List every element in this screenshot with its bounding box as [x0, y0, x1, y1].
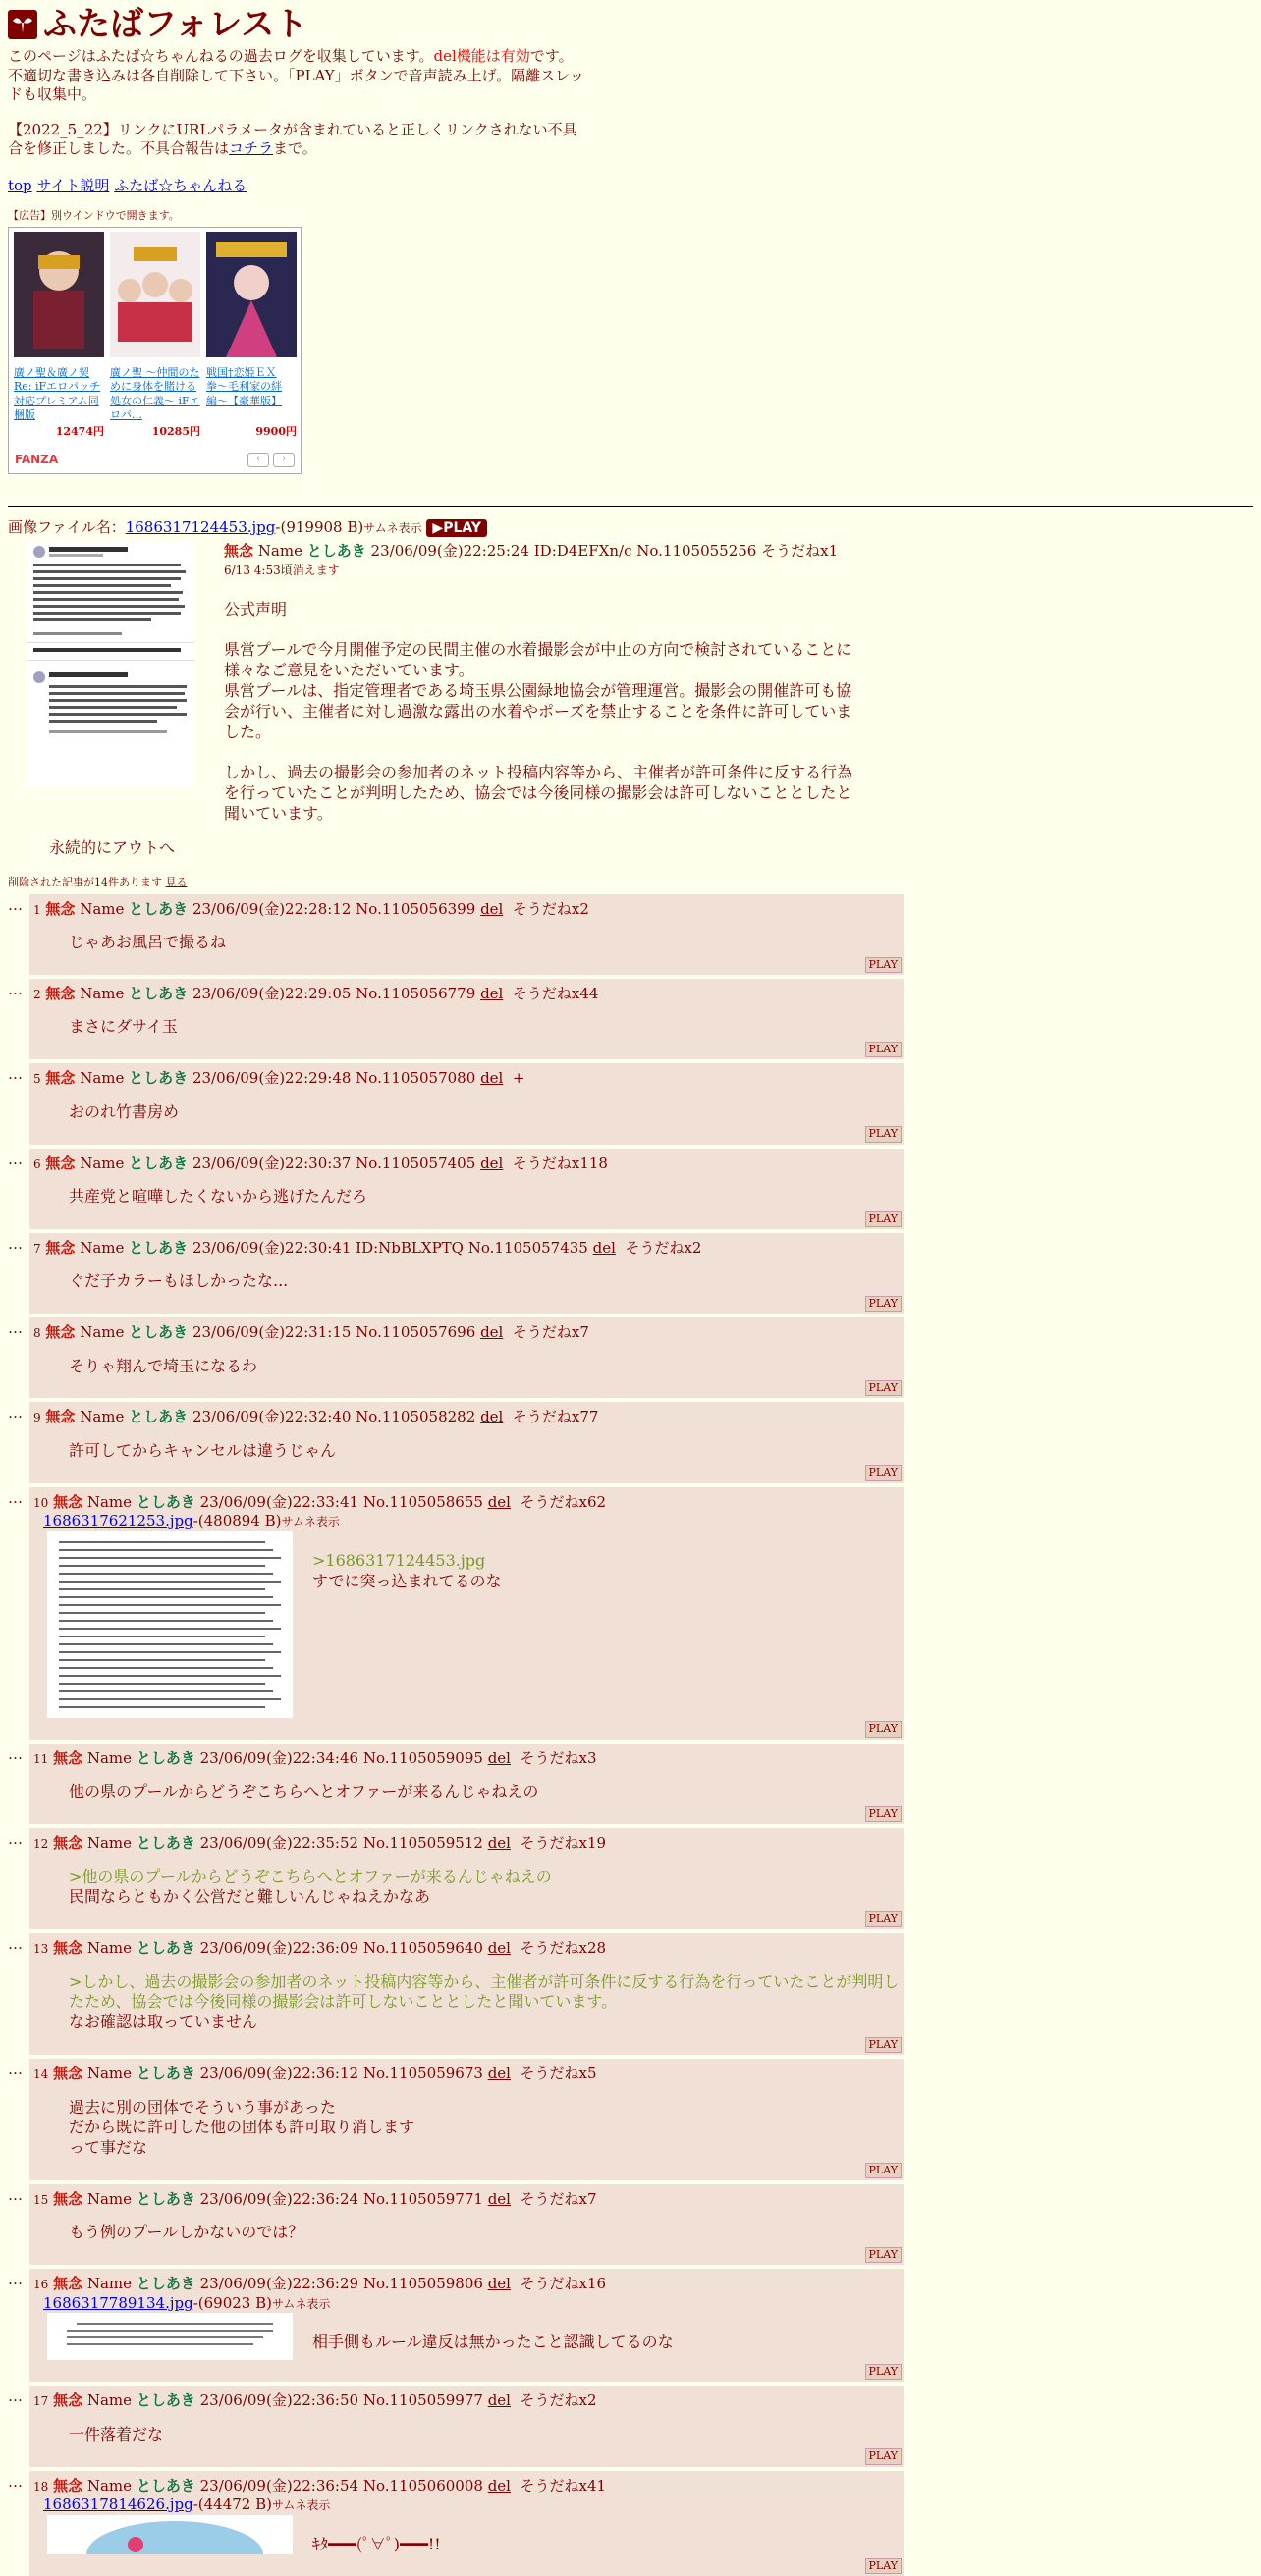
- reply-thumb-toggle[interactable]: サムネ表示: [272, 2297, 330, 2311]
- reply-name-label: Name: [87, 1493, 132, 1511]
- reply-del-link[interactable]: del: [480, 985, 503, 1002]
- reply-name-label: Name: [87, 1749, 132, 1767]
- reply-del-link[interactable]: del: [488, 1834, 511, 1852]
- site-title[interactable]: ふたばフォレスト: [43, 8, 307, 41]
- reply-name-label: Name: [80, 1069, 124, 1087]
- reply-name: としあき: [129, 1069, 188, 1087]
- ad-label: 【広告】別ウインドウで開きます。: [8, 209, 1253, 223]
- reply-subject: 無念: [45, 900, 75, 918]
- reply-row: [8, 1828, 1253, 1929]
- reply-dots: …: [8, 2269, 29, 2382]
- reply-soudane[interactable]: そうだねx2: [513, 900, 589, 918]
- reply-number: 10: [33, 1496, 48, 1510]
- op-expire: 6/13 4:53頃消えます: [224, 564, 340, 577]
- reply-dots: …: [8, 1828, 29, 1929]
- reply-soudane[interactable]: そうだねx77: [513, 1408, 599, 1425]
- reply-text: 過去に別の団体でそういう事があった だから既に許可した他の団体も許可取り消します って事だな: [69, 2098, 904, 2159]
- reply-quote: >他の県のプールからどうぞこちらへとオファーが来るんじゃねえの: [69, 1867, 904, 1888]
- op-file-link[interactable]: 1686317124453.jpg: [126, 518, 276, 536]
- divider: [8, 506, 1253, 507]
- reply-number: 9: [33, 1411, 41, 1424]
- reply-dots: …: [8, 1744, 29, 1824]
- reply-file-line: [29, 1512, 904, 1531]
- reply-name-label: Name: [87, 2065, 132, 2082]
- reply-datetime: 23/06/09(金)22:31:15 No.1105057696: [192, 1323, 475, 1341]
- reply-box: [29, 894, 904, 975]
- reply-play-button[interactable]: PLAY: [865, 1806, 902, 1822]
- reply-box: [29, 979, 904, 1059]
- reply-play-button[interactable]: PLAY: [865, 1380, 902, 1396]
- reply-number: 11: [33, 1752, 48, 1766]
- reply-text-block: [69, 1102, 904, 1123]
- reply-row: [8, 979, 1253, 1059]
- reply-text-block: [69, 1972, 904, 2033]
- reply-header: [29, 1323, 904, 1343]
- reply-text: もう例のプールしかないのでは？: [69, 2223, 904, 2243]
- reply-box: [29, 1149, 904, 1229]
- reply-play-button[interactable]: PLAY: [865, 2448, 902, 2464]
- reply-box: [29, 1402, 904, 1482]
- reply-dots: …: [8, 1317, 29, 1398]
- update-notice: [8, 121, 587, 159]
- ad-item[interactable]: [206, 232, 297, 439]
- reply-del-link[interactable]: del: [488, 2065, 511, 2082]
- reply-box: [29, 1487, 904, 1740]
- reply-subject: 無念: [45, 1323, 75, 1341]
- reply-soudane[interactable]: そうだねx41: [521, 2477, 607, 2495]
- reply-text-block: [69, 2425, 904, 2445]
- nav-top-link[interactable]: top: [8, 177, 32, 194]
- reply-subject: 無念: [45, 1069, 75, 1087]
- reply-box: [29, 1317, 904, 1398]
- reply-box: [29, 1233, 904, 1314]
- reply-list: [8, 894, 1253, 2576]
- reply-text: 民間ならともかく公営だと難しいんじゃねえかなあ: [69, 1887, 904, 1907]
- reply-name: としあき: [137, 1834, 195, 1852]
- reply-thumb-toggle[interactable]: サムネ表示: [272, 2498, 330, 2512]
- reply-file-link[interactable]: 1686317814626.jpg: [43, 2496, 193, 2513]
- reply-text-block: [69, 1187, 904, 1208]
- reply-subject: 無念: [53, 1749, 82, 1767]
- reply-soudane[interactable]: そうだねx7: [513, 1323, 589, 1341]
- op-file-size: -(919908 B): [275, 518, 363, 536]
- fanza-logo: FANZA: [15, 453, 58, 468]
- reply-text-block: [69, 2223, 904, 2243]
- reply-soudane[interactable]: そうだねx2: [625, 1239, 701, 1257]
- reply-box: [29, 2059, 904, 2180]
- reply-soudane[interactable]: そうだねx62: [521, 1493, 607, 1511]
- reply-text: 相手側もルール違反は無かったこと認識してるのな: [312, 2333, 674, 2353]
- reply-row: [8, 1317, 1253, 1398]
- reply-box: [29, 2386, 904, 2466]
- reply-dots: …: [8, 2059, 29, 2180]
- reply-box: [29, 1744, 904, 1824]
- reply-del-link[interactable]: del: [480, 900, 503, 918]
- deleted-notice: [8, 876, 1253, 889]
- reply-row: [8, 1933, 1253, 2055]
- reply-row: [8, 2386, 1253, 2466]
- reply-play-button[interactable]: PLAY: [865, 1126, 902, 1142]
- reply-datetime: 23/06/09(金)22:36:09 No.1105059640: [200, 1939, 483, 1957]
- reply-header: [29, 1749, 904, 1769]
- nav-links: [8, 177, 1253, 196]
- reply-name: としあき: [129, 1154, 188, 1172]
- reply-image-row: [29, 1531, 904, 1718]
- ad-image[interactable]: [110, 232, 200, 357]
- reply-name: としあき: [137, 2275, 195, 2292]
- site-header: [8, 8, 1253, 41]
- reply-header: [29, 900, 904, 920]
- reply-play-button[interactable]: PLAY: [865, 2247, 902, 2263]
- reply-name: としあき: [129, 1408, 188, 1425]
- reply-text-block: [69, 1357, 904, 1377]
- reply-subject: 無念: [45, 1239, 75, 1257]
- nav-about-link[interactable]: サイト説明: [36, 177, 109, 194]
- ad-item-price: 10285円: [110, 425, 200, 439]
- reply-name-label: Name: [80, 985, 124, 1002]
- reply-row: [8, 1487, 1253, 1740]
- op-text-tail: 永続的にアウトへ: [49, 838, 1253, 859]
- reply-dots: …: [8, 2184, 29, 2265]
- reply-play-button[interactable]: PLAY: [865, 2163, 902, 2178]
- reply-row: [8, 1744, 1253, 1824]
- reply-file-line: [29, 2294, 904, 2314]
- reply-datetime: 23/06/09(金)22:36:54 No.1105060008: [200, 2477, 483, 2495]
- reply-row: [8, 2184, 1253, 2265]
- reply-datetime: 23/06/09(金)22:28:12 No.1105056399: [192, 900, 475, 918]
- reply-number: 15: [33, 2193, 48, 2207]
- reply-subject: 無念: [53, 2391, 82, 2409]
- reply-text: じゃあお風呂で撮るね: [69, 933, 904, 953]
- reply-datetime: 23/06/09(金)22:34:46 No.1105059095: [200, 1749, 483, 1767]
- reply-text: すでに突っ込まれてるのな: [312, 1572, 501, 1592]
- intro-text-red: del機能は有効: [434, 47, 530, 65]
- op-body: [224, 542, 857, 825]
- intro-text-a: このページはふたば☆ちゃんねるの過去ログを収集しています。: [8, 47, 434, 65]
- reply-subject: 無念: [45, 1408, 75, 1425]
- reply-text: 他の県のプールからどうぞこちらへとオファーが来るんじゃねえの: [69, 1782, 904, 1802]
- ad-item[interactable]: [14, 232, 104, 439]
- reply-soudane[interactable]: そうだねx5: [521, 2065, 597, 2082]
- ad-prev-icon[interactable]: ‹: [247, 453, 269, 467]
- reply-box: [29, 1933, 904, 2055]
- reply-text: ぐだ子カラーもほしかったな...: [69, 1271, 904, 1292]
- reply-text-block: [312, 2313, 674, 2360]
- reply-row: [8, 1063, 1253, 1144]
- reply-text-block: [69, 2098, 904, 2159]
- reply-subject: 無念: [53, 1493, 82, 1511]
- reply-subject: 無念: [53, 2477, 82, 2495]
- op-play-button[interactable]: ▶PLAY: [426, 519, 487, 537]
- ad-item-title[interactable]: 廣ノ聖 〜仲間のために身体を賭ける処女の仁義〜 iFエロパ…: [110, 366, 200, 423]
- reply-row: [8, 1402, 1253, 1482]
- reply-header: [29, 1834, 904, 1853]
- op-play-label: PLAY: [443, 520, 481, 536]
- reply-name: としあき: [137, 2190, 195, 2208]
- reply-text: そりゃ翔んで埼玉になるわ: [69, 1357, 904, 1377]
- op-datetime: 23/06/09(金)22:25:24 ID:D4EFXn/c No.1105055256: [371, 542, 757, 560]
- reply-dots: …: [8, 894, 29, 975]
- reply-dots: …: [8, 1402, 29, 1482]
- reply-text-block: [69, 1867, 904, 1908]
- reply-row: [8, 2059, 1253, 2180]
- ad-item-price: 9900円: [206, 425, 297, 439]
- reply-datetime: 23/06/09(金)22:36:24 No.1105059771: [200, 2190, 483, 2208]
- ad-image[interactable]: [14, 232, 104, 357]
- reply-subject: 無念: [53, 2275, 82, 2292]
- reply-dots: …: [8, 1149, 29, 1229]
- reply-datetime: 23/06/09(金)22:36:50 No.1105059977: [200, 2391, 483, 2409]
- reply-play-button[interactable]: PLAY: [865, 2364, 902, 2380]
- reply-number: 16: [33, 2278, 48, 2291]
- reply-text: 共産党と喧嘩したくないから逃げたんだろ: [69, 1187, 904, 1208]
- reply-name: としあき: [129, 985, 188, 1002]
- file-label: 画像ファイル名：: [8, 518, 126, 536]
- op-subject: 無念: [224, 542, 253, 560]
- reply-number: 8: [33, 1326, 41, 1340]
- reply-dots: …: [8, 1233, 29, 1314]
- reply-dots: …: [8, 2386, 29, 2466]
- reply-play-button[interactable]: PLAY: [865, 957, 902, 973]
- reply-text: 一件落着だな: [69, 2425, 904, 2445]
- deleted-show-link[interactable]: 見る: [166, 876, 188, 888]
- reply-file-size: -(44472 B): [193, 2496, 272, 2513]
- reply-file-link[interactable]: 1686317789134.jpg: [43, 2294, 193, 2312]
- reply-dots: …: [8, 2471, 29, 2576]
- reply-play-button[interactable]: PLAY: [865, 2037, 902, 2053]
- reply-datetime: 23/06/09(金)22:29:48 No.1105057080: [192, 1069, 475, 1087]
- reply-name-label: Name: [87, 2477, 132, 2495]
- nav-futaba-link[interactable]: ふたば☆ちゃんねる: [114, 177, 247, 194]
- ad-banner: [8, 227, 302, 474]
- reply-subject: 無念: [45, 1154, 75, 1172]
- reply-del-link[interactable]: del: [488, 1749, 511, 1767]
- reply-number: 17: [33, 2394, 48, 2408]
- ad-image[interactable]: [206, 232, 297, 357]
- leaf-logo-icon[interactable]: [8, 10, 37, 39]
- reply-name-label: Name: [87, 1939, 132, 1957]
- reply-thumbnail[interactable]: [47, 2313, 293, 2360]
- reply-dots: …: [8, 1063, 29, 1144]
- reply-header: [29, 1069, 904, 1089]
- reply-del-link[interactable]: del: [480, 1408, 503, 1425]
- reply-thumbnail[interactable]: [47, 1531, 293, 1718]
- reply-del-link[interactable]: del: [488, 2190, 511, 2208]
- deleted-text: 削除された記事が14件あります: [8, 876, 162, 888]
- reply-datetime: 23/06/09(金)22:36:12 No.1105059673: [200, 2065, 483, 2082]
- reply-name: としあき: [137, 2477, 195, 2495]
- reply-text-block: [69, 933, 904, 953]
- reply-del-link[interactable]: del: [480, 1154, 503, 1172]
- reply-datetime: 23/06/09(金)22:36:29 No.1105059806: [200, 2275, 483, 2292]
- op-name-label: Name: [258, 542, 302, 560]
- ad-item-title[interactable]: 廣ノ聖＆廣ノ契 Re: iFエロパッチ対応プレミアム同梱版: [14, 366, 104, 423]
- reply-soudane[interactable]: そうだねx19: [521, 1834, 607, 1852]
- reply-soudane[interactable]: そうだねx7: [521, 2190, 597, 2208]
- reply-soudane[interactable]: そうだねx44: [513, 985, 599, 1002]
- reply-thumb-toggle[interactable]: サムネ表示: [282, 1515, 340, 1529]
- reply-file-line: [29, 2496, 904, 2515]
- reply-number: 18: [33, 2480, 48, 2494]
- reply-image-row: [29, 2313, 904, 2360]
- reply-header: [29, 2477, 904, 2496]
- reply-name: としあき: [129, 1323, 188, 1341]
- reply-name: としあき: [137, 1493, 195, 1511]
- reply-subject: 無念: [53, 1834, 82, 1852]
- intro-text-b: です。不適切な書き込みは各自削除して下さい。「PLAY」ボタンで音声読み上げ。隔離スレッドも収集中。: [8, 47, 584, 103]
- reply-box: [29, 2269, 904, 2382]
- reply-header: [29, 985, 904, 1004]
- reply-subject: 無念: [53, 1939, 82, 1957]
- reply-datetime: 23/06/09(金)22:29:05 No.1105056779: [192, 985, 475, 1002]
- reply-header: [29, 1939, 904, 1959]
- reply-play-button[interactable]: PLAY: [865, 1042, 902, 1057]
- reply-header: [29, 2391, 904, 2411]
- reply-text: なお確認は取っていません: [69, 2012, 904, 2033]
- reply-box: [29, 1828, 904, 1929]
- reply-box: [29, 2471, 904, 2576]
- reply-quote: >しかし、過去の撮影会の参加者のネット投稿内容等から、主催者が許可条件に反する行為を行っていたことが判明したため、協会では今後同様の撮影会は許可しないこととしたと聞いています。: [69, 1972, 904, 2013]
- reply-header: [29, 1408, 904, 1427]
- ad-item-title[interactable]: 戦国†恋姫ＥＸ 拳〜毛利家の絆編〜【豪華版】: [206, 366, 297, 423]
- reply-del-link[interactable]: del: [488, 2477, 511, 2495]
- reply-text-block: [69, 1271, 904, 1292]
- reply-header: [29, 1154, 904, 1174]
- reply-number: 7: [33, 1242, 41, 1256]
- op-meta: [224, 542, 857, 580]
- reply-subject: 無念: [53, 2065, 82, 2082]
- reply-header: [29, 2065, 904, 2084]
- reply-del-link[interactable]: del: [488, 1939, 511, 1957]
- notice-link[interactable]: コチラ: [229, 139, 273, 157]
- reply-file-size: -(480894 B): [193, 1512, 282, 1530]
- reply-name: としあき: [137, 2065, 195, 2082]
- reply-text-block: [69, 1441, 904, 1462]
- reply-name: としあき: [137, 1939, 195, 1957]
- reply-del-link[interactable]: del: [488, 2275, 511, 2292]
- reply-del-link[interactable]: del: [480, 1323, 503, 1341]
- reply-datetime: 23/06/09(金)22:30:37 No.1105057405: [192, 1154, 475, 1172]
- op-name: としあき: [307, 542, 366, 560]
- op-file-line: [8, 518, 1253, 538]
- reply-row: [8, 1149, 1253, 1229]
- reply-text-block: [69, 1782, 904, 1802]
- reply-name-label: Name: [80, 1239, 124, 1257]
- ad-next-icon[interactable]: ›: [273, 453, 295, 467]
- reply-name-label: Name: [87, 2275, 132, 2292]
- reply-dots: …: [8, 979, 29, 1059]
- reply-subject: 無念: [45, 985, 75, 1002]
- reply-name-label: Name: [80, 1408, 124, 1425]
- reply-del-link[interactable]: del: [488, 1493, 511, 1511]
- reply-play-button[interactable]: PLAY: [865, 2558, 902, 2574]
- reply-text-block: [312, 1531, 501, 1718]
- reply-soudane[interactable]: そうだねx2: [521, 2391, 597, 2409]
- reply-soudane[interactable]: そうだねx28: [521, 1939, 607, 1957]
- reply-soudane[interactable]: そうだねx16: [521, 2275, 607, 2292]
- reply-quote: >1686317124453.jpg: [312, 1551, 501, 1572]
- reply-datetime: 23/06/09(金)22:30:41 ID:NbBLXPTQ No.1105057435: [192, 1239, 588, 1257]
- site-intro: [8, 47, 587, 105]
- op-thumbnail[interactable]: [27, 542, 194, 787]
- reply-row: [8, 2269, 1253, 2382]
- reply-row: [8, 894, 1253, 975]
- reply-box: [29, 1063, 904, 1144]
- reply-name-label: Name: [80, 1154, 124, 1172]
- reply-name-label: Name: [87, 2190, 132, 2208]
- op-post: [8, 542, 1253, 825]
- reply-name: としあき: [129, 1239, 188, 1257]
- ad-item[interactable]: [110, 232, 200, 439]
- reply-text: 許可してからキャンセルは違うじゃん: [69, 1441, 904, 1462]
- reply-play-button[interactable]: PLAY: [865, 1211, 902, 1227]
- reply-number: 5: [33, 1072, 41, 1086]
- reply-dots: …: [8, 1487, 29, 1740]
- reply-file-link[interactable]: 1686317621253.jpg: [43, 1512, 193, 1530]
- ad-nav: [247, 453, 295, 467]
- reply-number: 14: [33, 2067, 48, 2081]
- reply-del-link[interactable]: del: [480, 1069, 503, 1087]
- notice-text: 【2022_5_22】リンクにURLパラメータが含まれていると正しくリンクされない不具合を修正しました。不具合報告は: [8, 121, 577, 158]
- reply-datetime: 23/06/09(金)22:33:41 No.1105058655: [200, 1493, 483, 1511]
- reply-number: 12: [33, 1837, 48, 1851]
- reply-header: [29, 2190, 904, 2210]
- reply-number: 13: [33, 1942, 48, 1956]
- reply-name-label: Name: [87, 1834, 132, 1852]
- reply-name: としあき: [137, 2391, 195, 2409]
- reply-text: まさにダサイ玉: [69, 1017, 904, 1038]
- reply-header: [29, 2275, 904, 2294]
- reply-subject: 無念: [53, 2190, 82, 2208]
- reply-datetime: 23/06/09(金)22:35:52 No.1105059512: [200, 1834, 483, 1852]
- reply-play-button[interactable]: PLAY: [865, 1721, 902, 1737]
- reply-header: [29, 1239, 904, 1259]
- op-soudane[interactable]: そうだねx1: [761, 542, 838, 560]
- reply-del-link[interactable]: del: [593, 1239, 616, 1257]
- reply-play-button[interactable]: PLAY: [865, 1296, 902, 1312]
- reply-header: [29, 1493, 904, 1513]
- reply-play-button[interactable]: PLAY: [865, 1465, 902, 1480]
- reply-soudane[interactable]: +: [513, 1069, 525, 1087]
- reply-name-label: Name: [80, 1323, 124, 1341]
- reply-soudane[interactable]: そうだねx3: [521, 1749, 597, 1767]
- reply-datetime: 23/06/09(金)22:32:40 No.1105058282: [192, 1408, 475, 1425]
- reply-name: としあき: [137, 1749, 195, 1767]
- reply-play-button[interactable]: PLAY: [865, 1911, 902, 1927]
- reply-name-label: Name: [87, 2391, 132, 2409]
- reply-row: [8, 2471, 1253, 2576]
- reply-number: 2: [33, 988, 41, 1001]
- reply-number: 6: [33, 1157, 41, 1171]
- reply-text: ｷﾀ━━━(ﾟ∀ﾟ)━━━!!: [312, 2535, 441, 2555]
- reply-dots: …: [8, 1933, 29, 2055]
- reply-number: 1: [33, 903, 41, 917]
- op-text: 公式声明 県営プールで今月開催予定の民間主催の水着撮影会が中止の方向で検討されていることに様々なご意見をいただいています。 県営プールは、指定管理者である埼玉県公園緑地協会が管理運営。撮影会の開催許可も協会が行い、主催者に対し過激な露出の水着やポーズを禁止することを条件に許可していました。 しかし、過去の撮影会の参加者のネット投稿内容等から、主催者が許可条件に反する行為を行っていたことが判明したため、協会では今後同様の撮影会は許可しないこととしたと聞いています。: [224, 600, 857, 825]
- reply-text: おのれ竹書房め: [69, 1102, 904, 1123]
- ad-item-price: 12474円: [14, 425, 104, 439]
- reply-soudane[interactable]: そうだねx118: [513, 1154, 608, 1172]
- notice-tail: まで。: [273, 139, 317, 157]
- reply-del-link[interactable]: del: [488, 2391, 511, 2409]
- reply-text-block: [69, 1017, 904, 1038]
- reply-row: [8, 1233, 1253, 1314]
- reply-file-size: -(69023 B): [193, 2294, 272, 2312]
- reply-name: としあき: [129, 900, 188, 918]
- reply-box: [29, 2184, 904, 2265]
- reply-name-label: Name: [80, 900, 124, 918]
- op-thumb-toggle[interactable]: サムネ表示: [363, 521, 421, 535]
